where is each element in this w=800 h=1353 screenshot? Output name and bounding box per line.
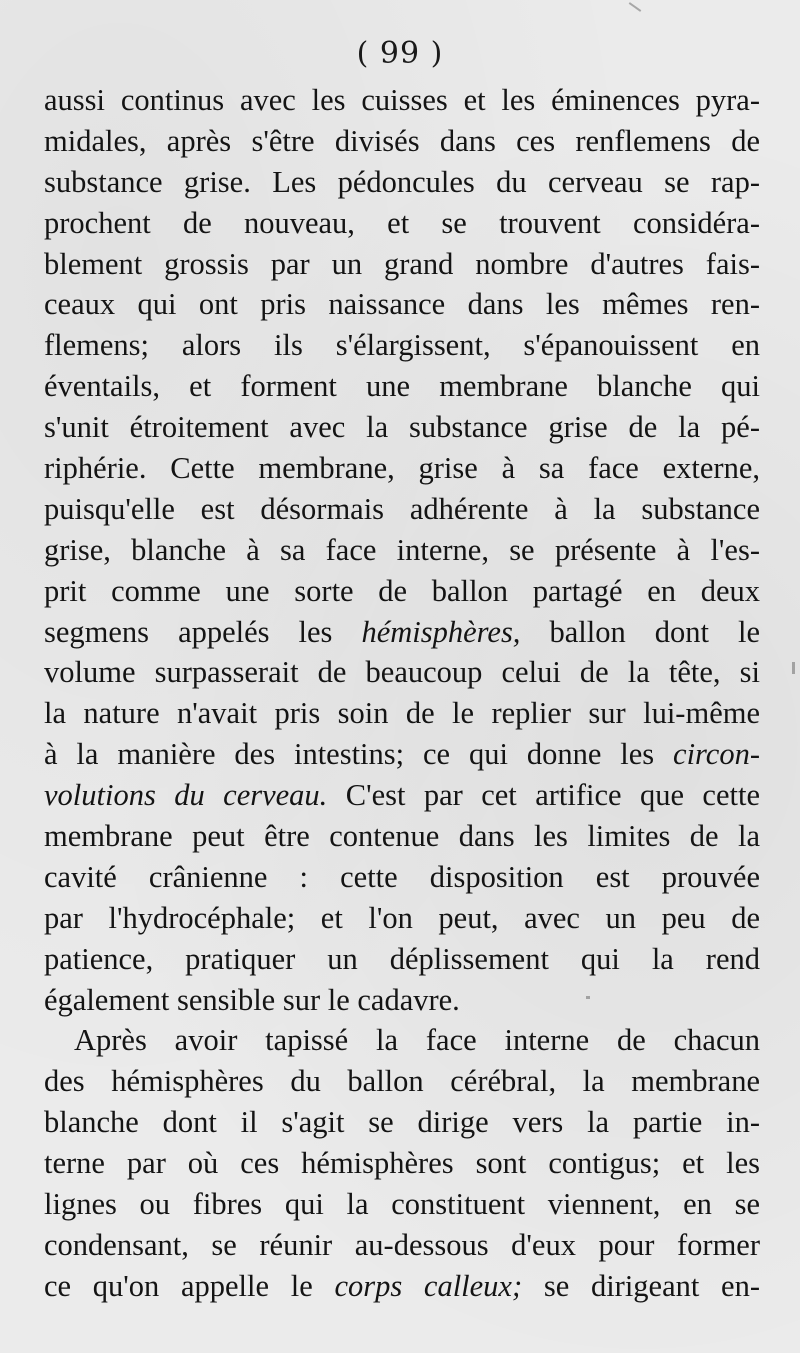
text-line: cavité crânienne : cette disposition est prouvée: [44, 859, 760, 894]
line-text: C'est par cet artifice que cette: [327, 778, 760, 813]
text-line: aussi continus avec les cuisses et les éminences pyra-: [44, 83, 760, 117]
text-line: patience, pratiquer un déplissement qui la rend: [44, 941, 760, 976]
line-text: se dirigeant en-: [522, 1268, 760, 1303]
italic-term: hémisphères,: [361, 614, 521, 649]
text-line: grise, blanche à sa face interne, se présente à l'es-: [44, 532, 760, 567]
text-line: [44, 612, 760, 653]
line-text: segmens appelés les: [44, 614, 362, 649]
text-line: riphérie. Cette membrane, grise à sa face externe,: [44, 451, 760, 486]
line-text: ballon dont le: [520, 614, 760, 649]
body-text: [44, 80, 760, 1307]
text-line: prochent de nouveau, et se trouvent considéra-: [44, 205, 760, 240]
text-line: [44, 1266, 760, 1307]
paper-speck: [629, 2, 642, 12]
text-line: condensant, se réunir au-dessous d'eux pour former: [44, 1227, 760, 1262]
text-line: s'unit étroitement avec la substance grise de la pé-: [44, 410, 760, 445]
line-text: à la manière des intestins; ce qui donne les: [44, 737, 674, 772]
text-line: blanche dont il s'agit se dirige vers la partie in-: [44, 1105, 760, 1140]
line-text: ce qu'on appelle le: [44, 1268, 335, 1303]
text-line: flemens; alors ils s'élargissent, s'épanouissent en: [44, 328, 760, 363]
text-line: éventails, et forment une membrane blanche qui: [44, 369, 760, 404]
text-line: des hémisphères du ballon cérébral, la membrane: [44, 1064, 760, 1099]
paper-speck: [586, 996, 590, 999]
text-line: blement grossis par un grand nombre d'autres fais-: [44, 246, 760, 281]
text-line: terne par où ces hémisphères sont contigus; et les: [44, 1146, 760, 1181]
page-number: ( 99 ): [356, 36, 444, 71]
paragraph-start-line: Après avoir tapissé la face interne de chacun: [74, 1023, 760, 1058]
text-line: volume surpasserait de beaucoup celui de la tête, si: [44, 655, 760, 690]
italic-term: corps calleux;: [334, 1268, 523, 1303]
text-line: ceaux qui ont pris naissance dans les mêmes ren-: [44, 287, 760, 322]
italic-term: circon-: [673, 737, 760, 772]
text-line: lignes ou fibres qui la constituent viennent, en se: [44, 1187, 760, 1222]
text-line: prit comme une sorte de ballon partagé en deux: [44, 573, 760, 608]
text-line: puisqu'elle est désormais adhérente à la substance: [44, 491, 760, 526]
text-line: par l'hydrocéphale; et l'on peut, avec un peu de: [44, 900, 760, 935]
italic-term: volutions du cerveau.: [44, 778, 328, 813]
text-line: [44, 734, 760, 775]
text-line: midales, après s'être divisés dans ces renflemens de: [44, 123, 760, 158]
text-line: membrane peut être contenue dans les limites de la: [44, 819, 760, 854]
paragraph-end-line: également sensible sur le cadavre.: [44, 982, 460, 1017]
text-line: substance grise. Les pédoncules du cerveau se rap-: [44, 164, 760, 199]
text-line: [44, 775, 760, 816]
paper-speck: [792, 662, 795, 674]
text-line: la nature n'avait pris soin de le replier sur lui-même: [44, 696, 760, 731]
